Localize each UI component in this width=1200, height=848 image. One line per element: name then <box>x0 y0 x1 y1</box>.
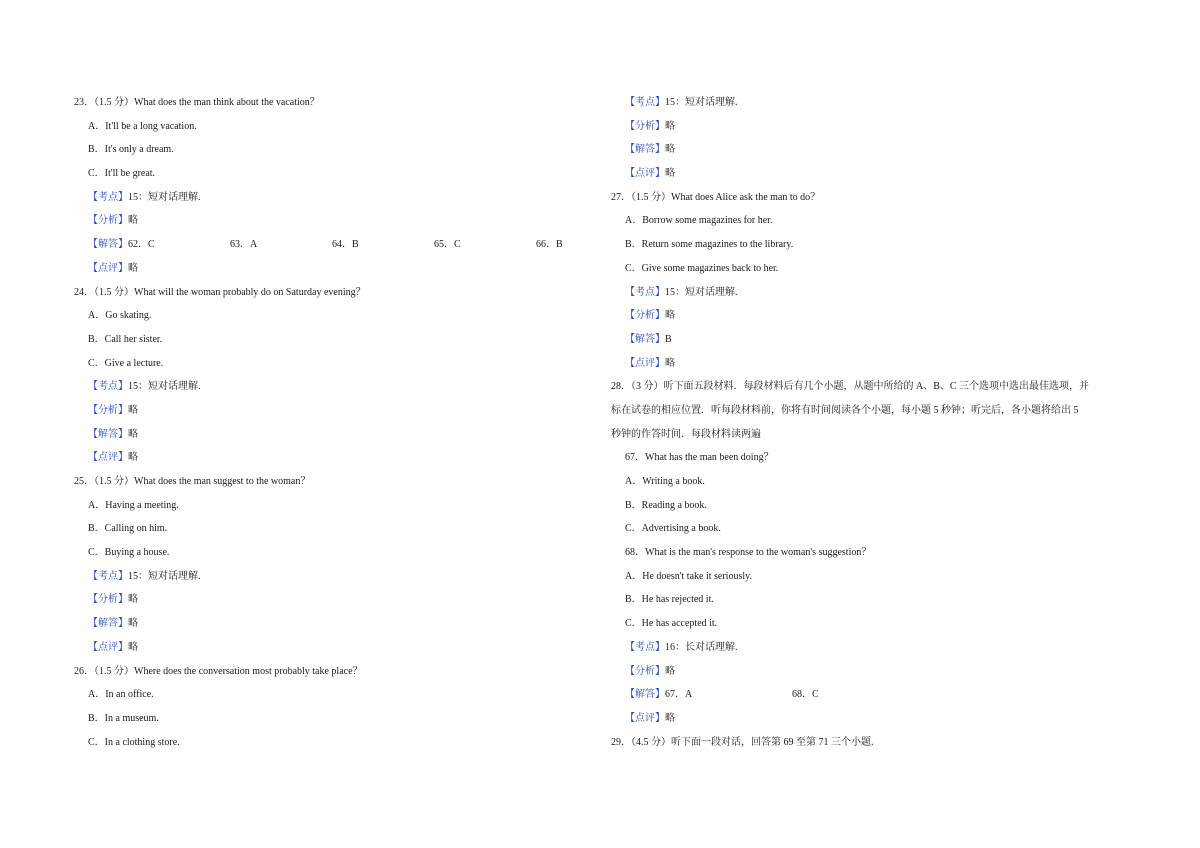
solution-note <box>74 260 574 284</box>
answer-option: C．He has accepted it. <box>625 618 718 630</box>
note-text: 15：短对话理解. <box>665 97 738 108</box>
answer-option: 68．What is the man's response to the woman's suggestion？ <box>625 547 872 559</box>
solution-note <box>611 355 1131 379</box>
solution-note <box>74 426 574 450</box>
note-text: 略 <box>665 168 675 180</box>
solution-note <box>611 710 1131 734</box>
note-text: 略 <box>665 144 675 156</box>
note-tag: 【考点】 <box>88 381 128 393</box>
left-column <box>74 94 574 757</box>
solution-note <box>611 165 1131 189</box>
note-tag: 【点评】 <box>88 452 128 464</box>
solution-note <box>611 307 1131 331</box>
note-tag: 【点评】 <box>625 357 665 369</box>
note-text: 略 <box>128 594 138 606</box>
note-tag: 【分析】 <box>88 404 128 416</box>
answer-key: 68．C <box>792 689 819 701</box>
solution-note <box>74 402 574 426</box>
answer-option: B．Reading a book. <box>625 499 707 511</box>
note-tag: 【解答】 <box>625 333 665 345</box>
answer-option: 67．What has the man been doing？ <box>625 452 774 464</box>
note-tag: 【解答】 <box>88 239 128 251</box>
right-column <box>611 94 1131 757</box>
answer-key: 66．B <box>536 239 563 251</box>
solution-note <box>611 639 1131 663</box>
note-tag: 【分析】 <box>625 310 665 322</box>
note-text: 16：长对话理解. <box>665 641 738 653</box>
note-tag: 【分析】 <box>625 120 665 132</box>
note-tag: 【考点】 <box>625 286 665 298</box>
solution-note <box>74 449 574 473</box>
note-text: 略 <box>128 215 138 227</box>
answer-option: A．Borrow some magazines for her. <box>625 215 773 227</box>
answer-option: A．Having a meeting. <box>88 499 179 511</box>
question-text-continued: 秒钟的作答时间．每段材料读两遍 <box>611 428 761 440</box>
question-text-continued: 标在试卷的相应位置．听每段材料前，你将有时间阅读各个小题，每小题 5 秒钟；听完后，各小题将给出 5 <box>611 404 1079 416</box>
note-text: 15：短对话理解. <box>128 570 201 582</box>
note-tag: 【解答】 <box>625 689 665 701</box>
answer-option: A．Writing a book. <box>625 476 705 487</box>
solution-note <box>74 591 574 615</box>
note-tag: 【解答】 <box>625 144 665 156</box>
question-text: 29．（4.5 分）听下面一段对话，回答第 69 至第 71 三个小题. <box>611 736 874 748</box>
answer-option: C．It'll be great. <box>88 168 156 180</box>
question-text: 26．（1.5 分）Where does the conversation most probably take place？ <box>74 665 363 677</box>
note-tag: 【点评】 <box>625 712 665 724</box>
solution-note <box>611 141 1131 165</box>
solution-answers <box>611 686 1131 710</box>
note-text: 略 <box>128 404 138 416</box>
answer-option: B．He has rejected it. <box>625 594 714 606</box>
note-tag: 【考点】 <box>88 570 128 582</box>
question-text: 27．（1.5 分）What does Alice ask the man to do？ <box>611 191 821 203</box>
answer-option: C．In a clothing store. <box>88 736 180 748</box>
note-tag: 【分析】 <box>88 215 128 227</box>
note-tag: 【解答】 <box>88 618 128 630</box>
note-tag: 【考点】 <box>625 641 665 653</box>
note-text: 略 <box>128 641 138 653</box>
solution-note <box>611 331 1131 355</box>
note-text: B <box>665 333 672 345</box>
question-text: 24．（1.5 分）What will the woman probably do on Saturday evening？ <box>74 286 366 298</box>
note-tag: 【点评】 <box>88 262 128 274</box>
question-text: 25．（1.5 分）What does the man suggest to the woman？ <box>74 476 311 487</box>
solution-note <box>74 568 574 592</box>
answer-option: B．Calling on him. <box>88 523 168 535</box>
note-text: 15：短对话理解. <box>128 381 201 393</box>
note-tag: 【分析】 <box>625 665 665 677</box>
note-text: 略 <box>665 665 675 677</box>
solution-note <box>74 615 574 639</box>
answer-key: 64．B <box>332 239 359 251</box>
answer-option: C．Buying a house. <box>88 547 170 559</box>
answer-option: A．He doesn't take it seriously. <box>625 570 752 582</box>
solution-answers <box>74 236 574 260</box>
note-text: 略 <box>665 357 675 369</box>
answer-option: C．Give a lecture. <box>88 357 164 369</box>
solution-note <box>611 118 1131 142</box>
solution-note <box>611 94 1131 118</box>
answer-option: B．Return some magazines to the library. <box>625 239 794 251</box>
solution-note <box>74 189 574 213</box>
note-tag: 【考点】 <box>88 191 128 203</box>
solution-note <box>74 639 574 663</box>
note-tag: 【考点】 <box>625 97 665 108</box>
note-tag: 【分析】 <box>88 594 128 606</box>
question-text: 28．（3 分）听下面五段材料．每段材料后有几个小题，从题中所给的 A、B、C 三个选项中选出最佳选项，并 <box>611 381 1090 393</box>
answer-option: C．Give some magazines back to her. <box>625 262 779 274</box>
note-text: 略 <box>665 120 675 132</box>
note-tag: 【点评】 <box>88 641 128 653</box>
solution-note <box>74 212 574 236</box>
question-text: 23．（1.5 分）What does the man think about the vacation？ <box>74 97 320 108</box>
note-text: 略 <box>128 618 138 630</box>
note-text: 15：短对话理解. <box>128 191 201 203</box>
answer-option: B．In a museum. <box>88 712 159 724</box>
answer-option: C．Advertising a book. <box>625 523 721 535</box>
solution-note <box>611 663 1131 687</box>
answer-option: B．It's only a dream. <box>88 144 174 156</box>
note-text: 略 <box>665 310 675 322</box>
solution-note <box>611 284 1131 308</box>
answer-option: A．Go skating. <box>88 310 152 322</box>
note-text: 15：短对话理解. <box>665 286 738 298</box>
answer-key: 67．A <box>665 689 693 701</box>
note-text: 略 <box>665 712 675 724</box>
note-text: 略 <box>128 262 138 274</box>
note-tag: 【点评】 <box>625 168 665 180</box>
note-text: 略 <box>128 452 138 464</box>
note-tag: 【解答】 <box>88 428 128 440</box>
answer-option: A．In an office. <box>88 689 154 701</box>
answer-option: A．It'll be a long vacation. <box>88 120 197 132</box>
solution-note <box>74 378 574 402</box>
answer-key: 63．A <box>230 239 258 251</box>
note-text: 略 <box>128 428 138 440</box>
answer-key: 65．C <box>434 239 461 251</box>
answer-option: B．Call her sister. <box>88 333 163 345</box>
answer-key: 62．C <box>128 239 155 251</box>
